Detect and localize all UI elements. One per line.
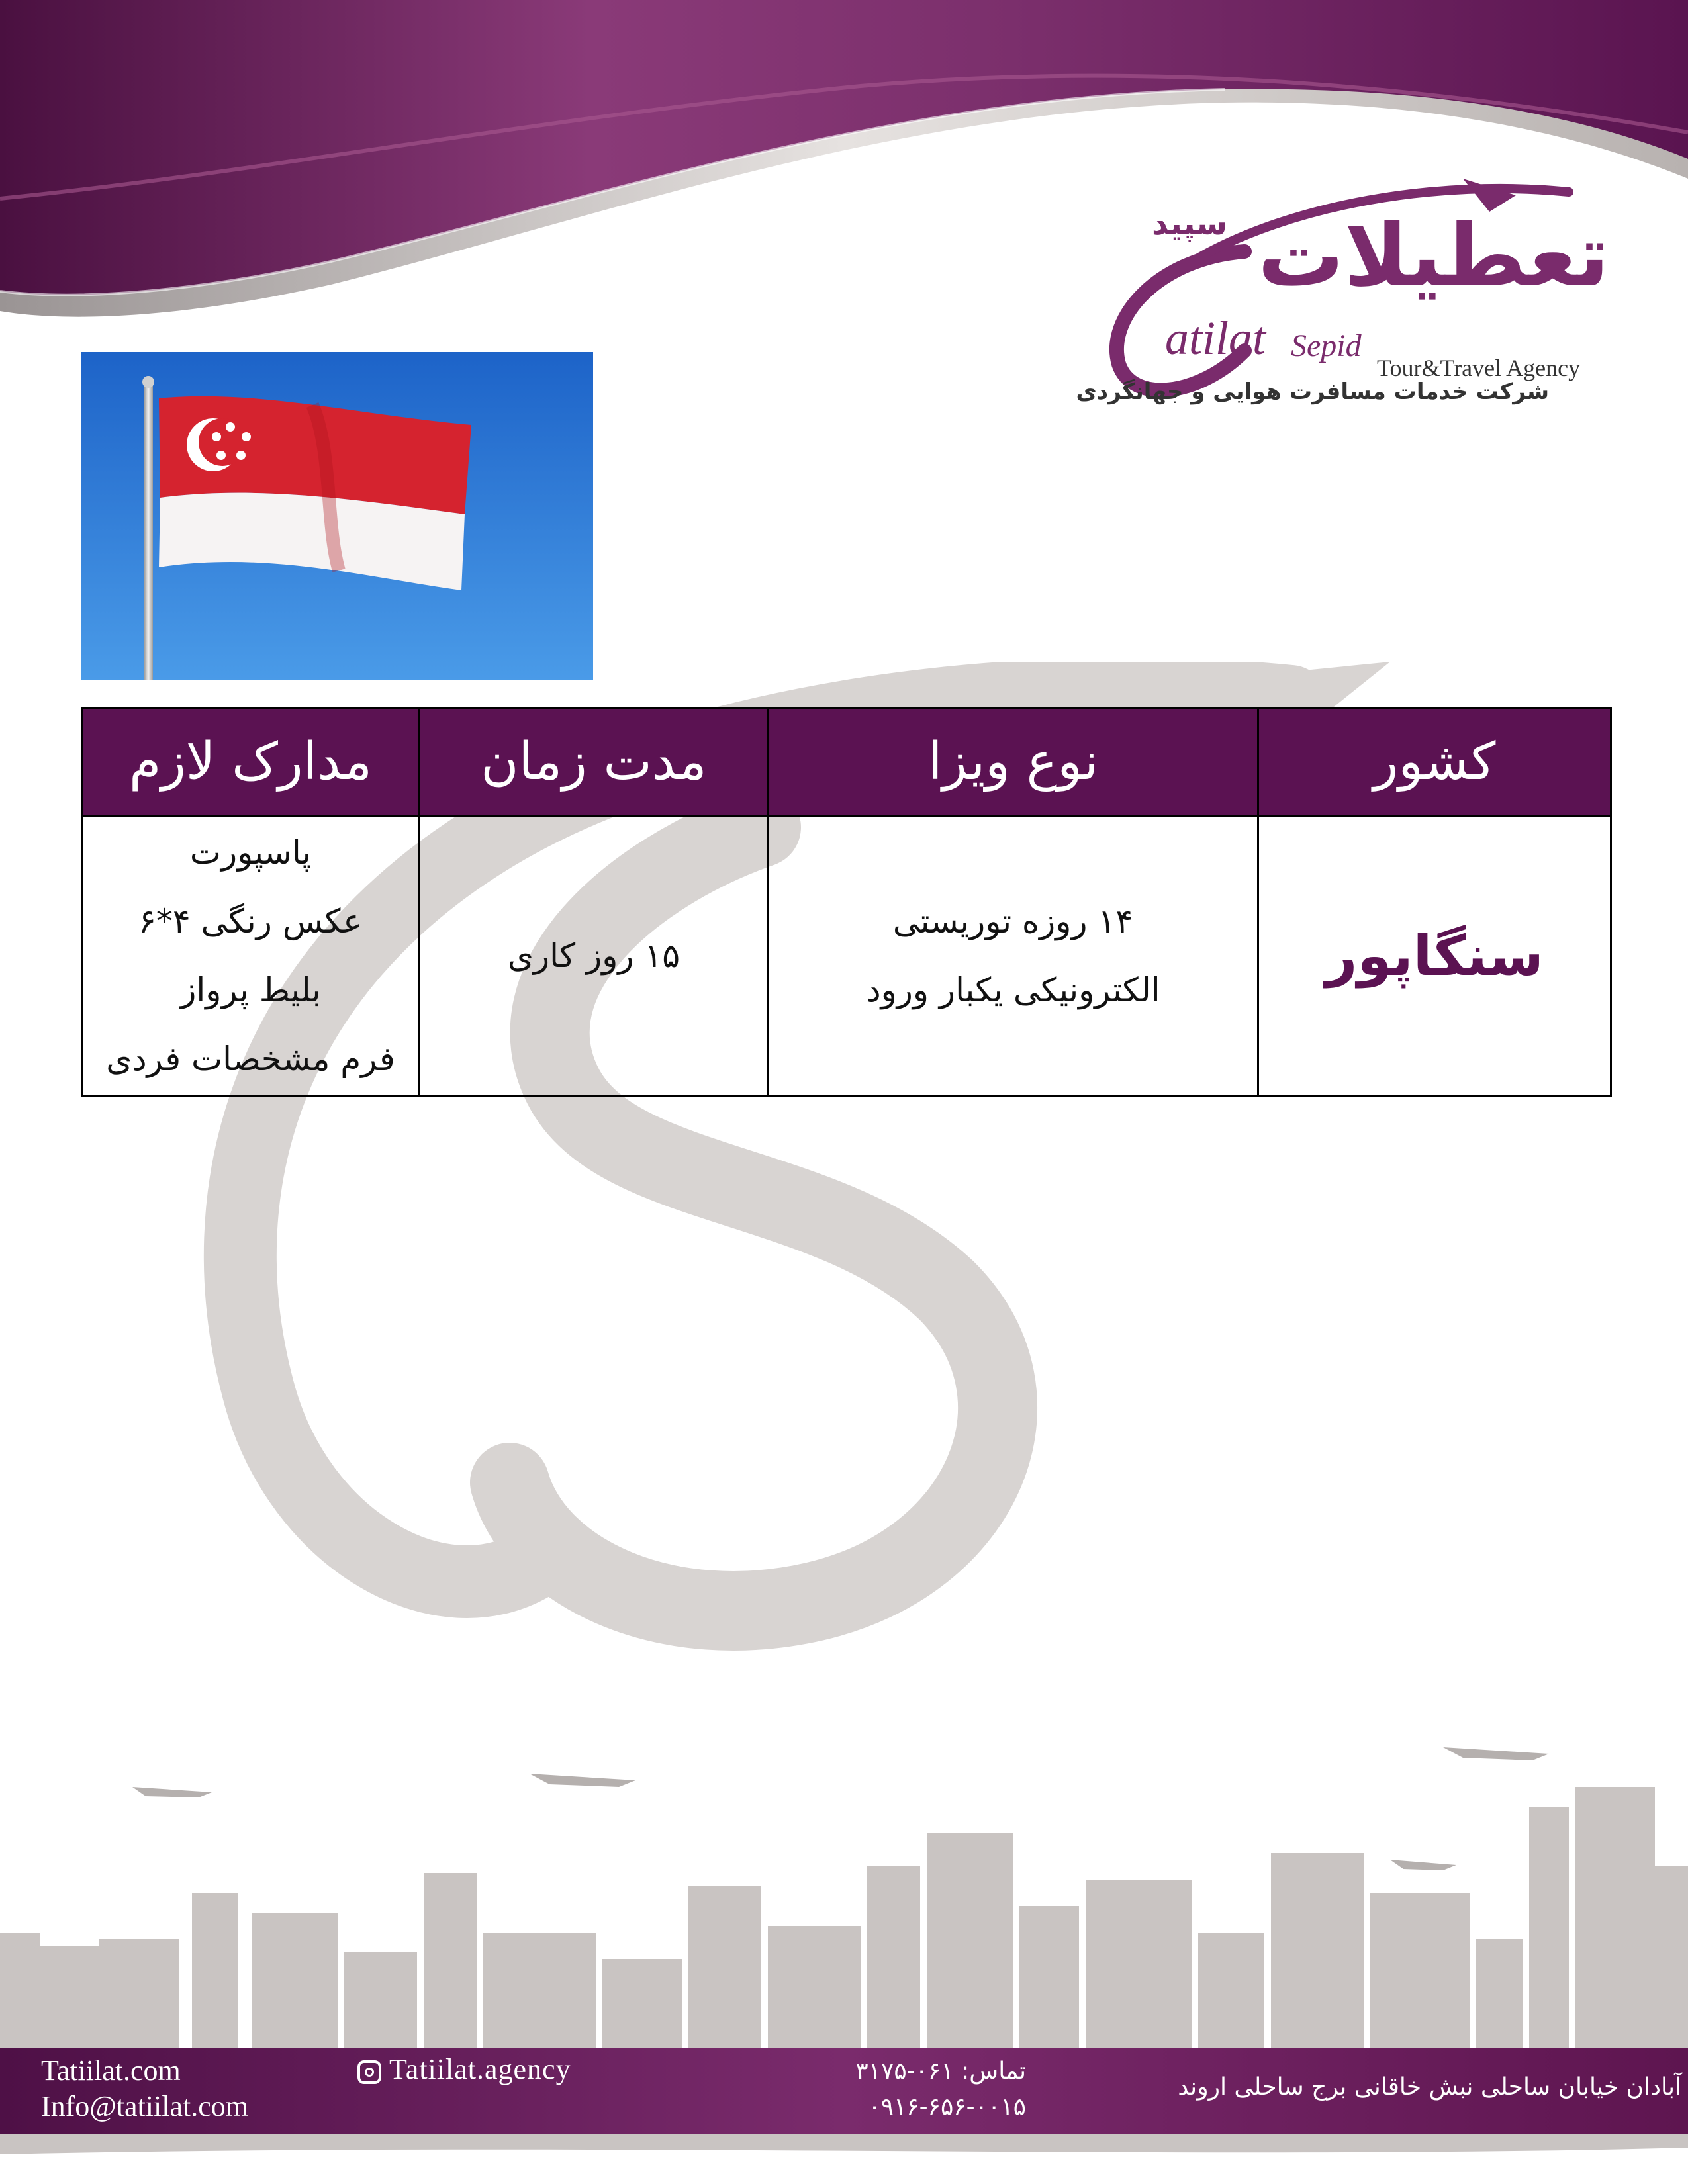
footer-phone-number-2: ۰۹۱۶-۶۵۶-۰۰۱۵ [868,2093,1026,2120]
cell-duration: ۱۵ روز کاری [420,816,769,1096]
instagram-icon [357,2060,381,2084]
visa-info-table [81,707,1612,1097]
footer-bottom-wave [0,2134,1688,2184]
footer-phone-label: تماس: [961,2058,1026,2085]
header-documents: مدارک لازم [82,708,420,816]
table-row [82,816,1611,1096]
document-item: پاسپورت [189,833,312,872]
cell-documents [82,816,420,1096]
logo-english-main: atilat [1165,312,1266,365]
table-header-row [82,708,1611,816]
visa-type-line: ۱۴ روزه توریستی [892,902,1134,940]
footer-phone-number-1: ۰۶۱-۳۱۷۵ [855,2058,954,2085]
agency-logo [1076,165,1622,424]
city-skyline-decoration [0,1734,1688,2058]
logo-english-sepid: Sepid [1291,328,1362,363]
plane-icon [132,1747,1549,1870]
visa-type-line: الکترونیکی یکبار ورود [866,971,1160,1009]
header-country: کشور [1258,708,1611,816]
logo-persian-small: سپید [1152,205,1228,242]
logo-persian-text: تعطیلات [1258,205,1610,306]
footer-email-link[interactable]: Info@tatiilat.com [41,2090,248,2122]
header-duration: مدت زمان [420,708,769,816]
logo-english-tagline: Tour&Travel Agency [1377,355,1581,381]
cell-country: سنگاپور [1258,816,1611,1096]
footer-contact-bar [0,2048,1688,2134]
document-item: فرم مشخصات فردی [106,1040,395,1078]
document-item: بلیط پرواز [180,971,321,1009]
singapore-flag-photo [81,352,593,680]
cell-visa-type [769,816,1258,1096]
footer-address: آبادان خیابان ساحلی نبش خاقانی برج ساحلی اروند [1178,2073,1681,2101]
document-item: عکس رنگی ۴*۶ [138,902,363,940]
footer-phone-1 [855,2058,1026,2085]
footer-website-link[interactable]: Tatiilat.com [41,2054,181,2087]
logo-persian-tagline: شرکت خدمات مسافرت هوایی و جهانگردی [1076,379,1549,405]
header-visa-type: نوع ویزا [769,708,1258,816]
footer-instagram-handle[interactable]: Tatiilat.agency [389,2053,571,2085]
